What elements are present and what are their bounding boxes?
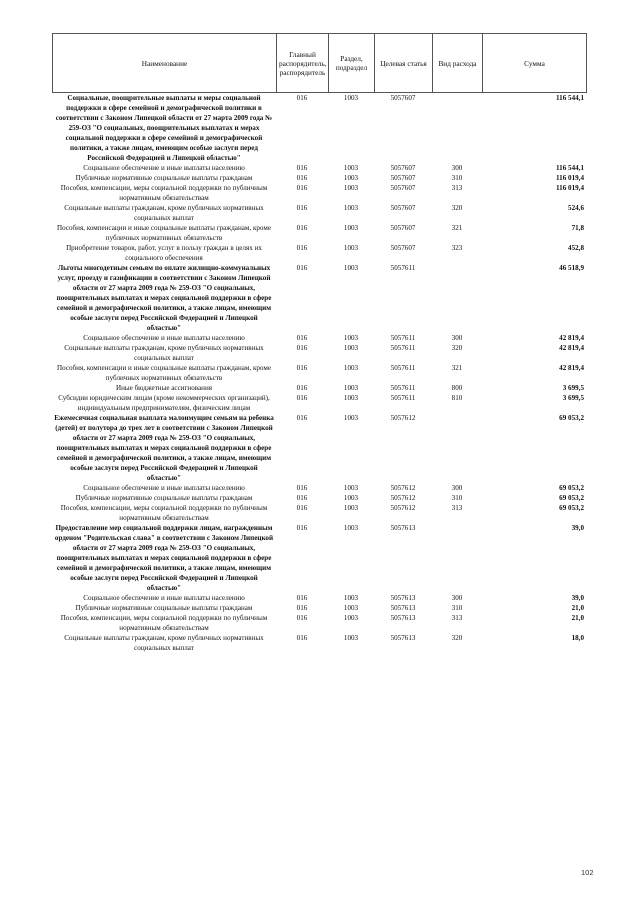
table-body <box>52 93 586 653</box>
row-section: 1003 <box>343 634 359 642</box>
row-sum: 116 019,4 <box>556 174 584 182</box>
header-sum: Сумма <box>483 34 587 93</box>
row-expense-type <box>432 413 482 483</box>
row-sum: 3 699,5 <box>562 384 584 392</box>
row-chief-manager: 016 <box>296 164 308 172</box>
row-expense-type: 320 <box>451 344 463 352</box>
row-chief-manager: 016 <box>296 344 308 352</box>
row-name: Социальное обеспечение и иные выплаты населению <box>83 594 245 602</box>
row-target-item: 5057607 <box>390 94 416 102</box>
row-sum: 39,0 <box>571 524 584 532</box>
row-sum: 69 053,2 <box>559 414 584 422</box>
table-header <box>52 33 587 93</box>
row-target-item: 5057607 <box>390 174 416 182</box>
row-target-item: 5057611 <box>390 384 416 392</box>
table-row <box>52 493 586 503</box>
row-target-item: 5057607 <box>390 244 416 252</box>
row-chief-manager: 016 <box>296 384 308 392</box>
table-row <box>52 633 586 653</box>
row-target-item: 5057607 <box>390 184 416 192</box>
row-section: 1003 <box>343 204 359 212</box>
row-target-item: 5057611 <box>390 264 416 272</box>
row-chief-manager: 016 <box>296 504 308 512</box>
row-name: Пособия, компенсации, меры социальной поддержки по публичным нормативным обязательствам <box>60 184 268 202</box>
row-chief-manager: 016 <box>296 334 308 342</box>
row-chief-manager: 016 <box>296 494 308 502</box>
budget-table-page <box>52 33 586 653</box>
row-name: Социальное обеспечение и иные выплаты населению <box>83 334 245 342</box>
row-sum: 69 053,2 <box>559 494 584 502</box>
row-target-item: 5057612 <box>390 484 416 492</box>
row-expense-type: 300 <box>451 594 463 602</box>
row-sum: 42 819,4 <box>559 334 584 342</box>
row-expense-type: 810 <box>451 394 463 402</box>
row-section: 1003 <box>343 614 359 622</box>
table-row <box>52 483 586 493</box>
row-expense-type: 310 <box>451 604 463 612</box>
row-target-item: 5057607 <box>390 224 416 232</box>
row-sum: 21,0 <box>571 604 584 612</box>
row-name: Иные бюджетные ассигнования <box>115 384 213 392</box>
row-sum: 116 544,1 <box>556 164 584 172</box>
row-sum: 39,0 <box>571 594 584 602</box>
table-row <box>52 393 586 413</box>
row-name: Ежемесячная социальная выплата малоимущим семьям на ребенка (детей) от полутора до трех лет в соответствии с Законом Липецкой области от 27 марта 2009 года № 259-ОЗ "О социальных, поощрительных выплатах и мерах социальной поддержки в сфере семейной и демографической политики, а также лицам, имеющим особые заслуги перед Российской Федерацией и Липецкой областью" <box>54 414 274 482</box>
row-expense-type: 313 <box>451 504 463 512</box>
row-target-item: 5057613 <box>390 524 416 532</box>
header-chief-manager: Главный распорядитель, распорядитель <box>277 34 329 93</box>
row-section: 1003 <box>343 594 359 602</box>
row-section: 1003 <box>343 94 359 102</box>
page-number: 102 <box>581 868 594 877</box>
row-sum: 46 518,9 <box>559 264 584 272</box>
row-target-item: 5057611 <box>390 364 416 372</box>
table-row <box>52 183 586 203</box>
table-row <box>52 263 586 333</box>
row-chief-manager: 016 <box>296 634 308 642</box>
row-chief-manager: 016 <box>296 204 308 212</box>
row-chief-manager: 016 <box>296 524 308 532</box>
row-section: 1003 <box>343 604 359 612</box>
row-name: Публичные нормативные социальные выплаты гражданам <box>75 174 253 182</box>
table-row <box>52 333 586 343</box>
table-row <box>52 203 586 223</box>
row-target-item: 5057607 <box>390 164 416 172</box>
row-section: 1003 <box>343 484 359 492</box>
row-section: 1003 <box>343 504 359 512</box>
row-sum: 42 819,4 <box>559 364 584 372</box>
row-chief-manager: 016 <box>296 94 308 102</box>
table-row <box>52 503 586 523</box>
row-sum: 116 019,4 <box>556 184 584 192</box>
row-sum: 116 544,1 <box>556 94 584 102</box>
row-expense-type: 320 <box>451 204 463 212</box>
row-expense-type: 320 <box>451 634 463 642</box>
row-expense-type: 300 <box>451 334 463 342</box>
row-name: Социальные выплаты гражданам, кроме публичных нормативных социальных выплат <box>64 344 264 362</box>
row-name: Социальное обеспечение и иные выплаты населению <box>83 164 245 172</box>
row-sum: 71,8 <box>571 224 584 232</box>
table-row <box>52 363 586 383</box>
row-sum: 21,0 <box>571 614 584 622</box>
row-expense-type <box>432 93 482 163</box>
table-row <box>52 593 586 603</box>
table-row <box>52 343 586 363</box>
row-expense-type: 321 <box>451 364 463 372</box>
header-target-item: Целевая статья <box>375 34 433 93</box>
row-name: Социальное обеспечение и иные выплаты населению <box>83 484 245 492</box>
table-row <box>52 413 586 483</box>
row-sum: 3 699,5 <box>562 394 584 402</box>
row-sum: 18,0 <box>571 634 584 642</box>
row-chief-manager: 016 <box>296 224 308 232</box>
row-name: Социальные выплаты гражданам, кроме публичных нормативных социальных выплат <box>64 204 264 222</box>
row-sum: 69 053,2 <box>559 504 584 512</box>
row-chief-manager: 016 <box>296 484 308 492</box>
row-chief-manager: 016 <box>296 614 308 622</box>
row-expense-type: 310 <box>451 174 463 182</box>
row-target-item: 5057613 <box>390 594 416 602</box>
row-target-item: 5057611 <box>390 334 416 342</box>
row-expense-type: 800 <box>451 384 463 392</box>
row-target-item: 5057607 <box>390 204 416 212</box>
row-expense-type: 313 <box>451 184 463 192</box>
header-name: Наименование <box>53 34 277 93</box>
row-chief-manager: 016 <box>296 364 308 372</box>
row-sum: 69 053,2 <box>559 484 584 492</box>
row-section: 1003 <box>343 394 359 402</box>
row-chief-manager: 016 <box>296 604 308 612</box>
row-name: Публичные нормативные социальные выплаты гражданам <box>75 604 253 612</box>
row-section: 1003 <box>343 494 359 502</box>
row-target-item: 5057613 <box>390 634 416 642</box>
row-name: Субсидии юридическим лицам (кроме некоммерческих организаций), индивидуальным предпринимателям, физическим лицам <box>58 394 270 412</box>
row-section: 1003 <box>343 414 359 422</box>
table-row <box>52 383 586 393</box>
table-row <box>52 173 586 183</box>
row-target-item: 5057612 <box>390 494 416 502</box>
row-section: 1003 <box>343 224 359 232</box>
row-name: Предоставление мер социальной поддержки лицам, награжденным орденом "Родительская слава" в соответствии с Законом Липецкой области от 27 марта 2009 года № 259-ОЗ "О социальных, поощрительных выплатах и мерах социальной поддержки в сфере семейной и демографической политики, а также лицам, имеющим особые заслуги перед Российской Федерацией и Липецкой областью" <box>54 524 274 592</box>
row-name: Публичные нормативные социальные выплаты гражданам <box>75 494 253 502</box>
row-section: 1003 <box>343 384 359 392</box>
header-expense-type: Вид расхода <box>433 34 483 93</box>
row-section: 1003 <box>343 344 359 352</box>
row-name: Пособия, компенсации и иные социальные выплаты гражданам, кроме публичных нормативных обязательств <box>57 364 271 382</box>
row-name: Социальные, поощрительные выплаты и меры социальной поддержки в сфере семейной и демографической политики в соответствии с Законом Липецкой области от 27 марта 2009 года № 259-ОЗ "О социальных, поощрительных выплатах и мерах социальной поддержки в сфере семейной и демографической политики, а также лицам, имеющим особые заслуги перед Российской Федерацией и Липецкой областью" <box>55 94 273 162</box>
row-target-item: 5057611 <box>390 344 416 352</box>
row-target-item: 5057611 <box>390 394 416 402</box>
row-section: 1003 <box>343 264 359 272</box>
row-name: Пособия, компенсации, меры социальной поддержки по публичным нормативным обязательствам <box>60 504 268 522</box>
row-chief-manager: 016 <box>296 394 308 402</box>
row-expense-type: 300 <box>451 164 463 172</box>
row-expense-type <box>432 523 482 593</box>
header-section: Раздел, подраздел <box>329 34 375 93</box>
table-row <box>52 243 586 263</box>
row-section: 1003 <box>343 244 359 252</box>
table-row <box>52 93 586 163</box>
table-row <box>52 163 586 173</box>
row-section: 1003 <box>343 174 359 182</box>
row-name: Приобретение товаров, работ, услуг в пользу граждан в целях их социального обеспечения <box>66 244 262 262</box>
row-section: 1003 <box>343 364 359 372</box>
table-row <box>52 223 586 243</box>
row-sum: 452,8 <box>568 244 584 252</box>
row-section: 1003 <box>343 524 359 532</box>
row-sum: 524,6 <box>568 204 584 212</box>
row-section: 1003 <box>343 164 359 172</box>
row-chief-manager: 016 <box>296 414 308 422</box>
row-expense-type: 310 <box>451 494 463 502</box>
table-row <box>52 523 586 593</box>
row-target-item: 5057612 <box>390 504 416 512</box>
row-chief-manager: 016 <box>296 174 308 182</box>
row-chief-manager: 016 <box>296 184 308 192</box>
row-section: 1003 <box>343 334 359 342</box>
row-target-item: 5057612 <box>390 414 416 422</box>
row-expense-type <box>432 263 482 333</box>
table-row <box>52 613 586 633</box>
row-name: Социальные выплаты гражданам, кроме публичных нормативных социальных выплат <box>64 634 264 652</box>
table-row <box>52 603 586 613</box>
row-section: 1003 <box>343 184 359 192</box>
row-name: Пособия, компенсации и иные социальные выплаты гражданам, кроме публичных нормативных обязательств <box>57 224 271 242</box>
row-sum: 42 819,4 <box>559 344 584 352</box>
row-chief-manager: 016 <box>296 244 308 252</box>
row-target-item: 5057613 <box>390 604 416 612</box>
row-expense-type: 323 <box>451 244 463 252</box>
row-expense-type: 300 <box>451 484 463 492</box>
row-chief-manager: 016 <box>296 264 308 272</box>
row-name: Льготы многодетным семьям по оплате жилищно-коммунальных услуг, проезду и газификации в соответствии с Законом Липецкой области от 27 марта 2009 года № 259-ОЗ "О социальных, поощрительных выплатах и мерах социальной поддержки в сфере семейной и демографической политики, а также лицам, имеющим особые заслуги перед Российской Федерацией и Липецкой областью" <box>56 264 272 332</box>
row-target-item: 5057613 <box>390 614 416 622</box>
row-name: Пособия, компенсации, меры социальной поддержки по публичным нормативным обязательствам <box>60 614 268 632</box>
row-expense-type: 313 <box>451 614 463 622</box>
row-expense-type: 321 <box>451 224 463 232</box>
row-chief-manager: 016 <box>296 594 308 602</box>
